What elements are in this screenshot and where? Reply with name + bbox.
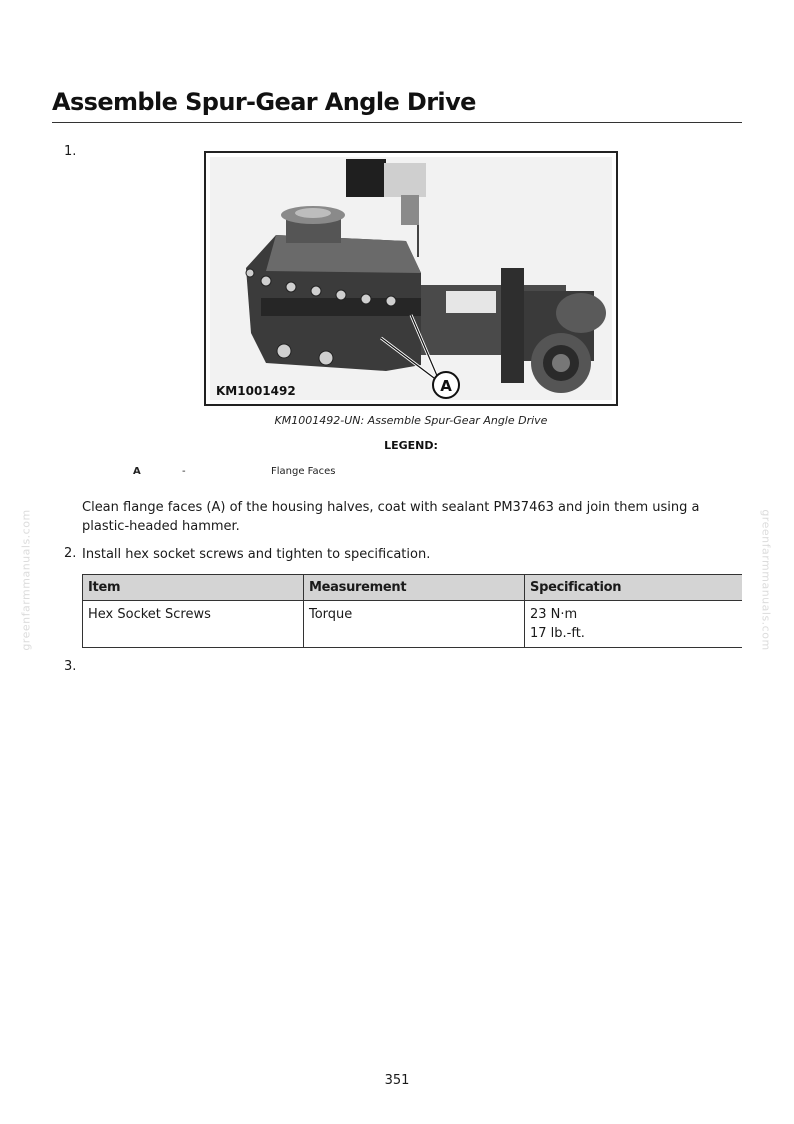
watermark-right: greenfarmmanuals.com: [759, 509, 773, 651]
step-1-number: 1.: [64, 144, 77, 159]
instruction-text: Clean flange faces (A) of the housing halves, coat with sealant PM37463 and join them using a plastic-headed hammer.: [82, 500, 700, 534]
page-number: 351: [384, 1073, 410, 1088]
watermark-left: greenfarmmanuals.com: [19, 509, 33, 651]
step-2-number: 2.: [64, 546, 77, 561]
column-header-specification: Specification: [525, 575, 743, 601]
cell-specification: [525, 601, 743, 648]
figure-angle-drive: [204, 151, 618, 406]
cell-item: Hex Socket Screws: [83, 601, 304, 648]
gearbox-illustration: [206, 153, 616, 404]
column-header-item: Item: [83, 575, 304, 601]
figure-caption: KM1001492-UN: Assemble Spur-Gear Angle Drive: [274, 414, 548, 427]
legend-dash: -: [182, 466, 186, 477]
legend-description: Flange Faces: [271, 466, 336, 477]
page-title: Assemble Spur-Gear Angle Drive: [52, 88, 476, 116]
table-header-row: [83, 575, 743, 601]
legend-heading: LEGEND:: [384, 439, 438, 452]
spec-value-metric: 23 N·m: [530, 607, 578, 622]
cell-measurement: Torque: [304, 601, 525, 648]
step-3-number: 3.: [64, 659, 77, 674]
title-divider: [52, 122, 742, 123]
figure-id-label: KM1001492: [216, 384, 296, 398]
specification-table: [82, 574, 742, 648]
spec-value-imperial: 17 lb.-ft.: [530, 626, 585, 641]
table-row: [83, 601, 743, 648]
callout-a-label: A: [440, 377, 452, 395]
step-2-text: Install hex socket screws and tighten to specification.: [82, 547, 431, 562]
legend-key: A: [133, 466, 141, 477]
column-header-measurement: Measurement: [304, 575, 525, 601]
